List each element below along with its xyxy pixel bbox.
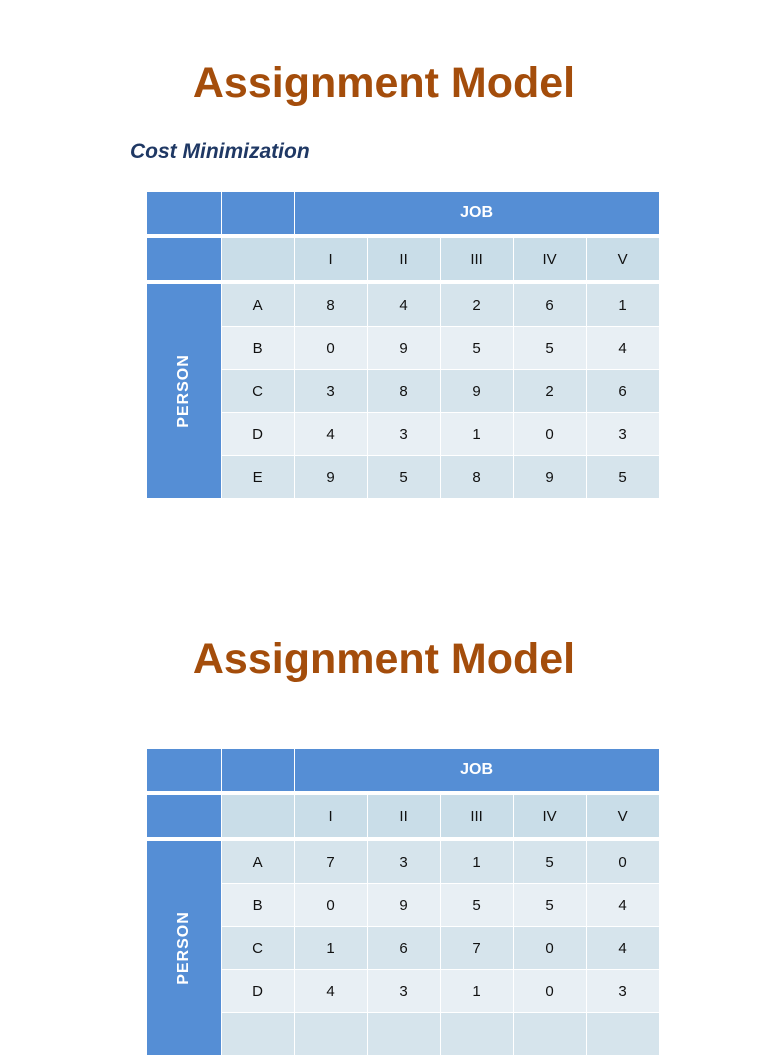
table-cell: 2 xyxy=(441,284,514,327)
column-header: II xyxy=(368,795,441,838)
column-header: III xyxy=(441,795,514,838)
job-header-row xyxy=(147,749,660,792)
corner-cell xyxy=(222,795,295,838)
table-cell: 8 xyxy=(368,370,441,413)
slide-subtitle: Cost Minimization xyxy=(130,140,310,163)
person-header xyxy=(147,284,222,499)
job-header-label: JOB xyxy=(460,204,494,221)
table-cell xyxy=(441,1013,514,1056)
table-cell: 4 xyxy=(368,284,441,327)
corner-cell xyxy=(222,749,295,792)
corner-cell xyxy=(222,192,295,235)
job-header xyxy=(295,192,660,235)
table-cell: 5 xyxy=(514,884,587,927)
job-header-row xyxy=(147,192,660,235)
table-cell: 0 xyxy=(295,327,368,370)
column-header: V xyxy=(587,795,660,838)
table-cell: 8 xyxy=(295,284,368,327)
column-header: V xyxy=(587,238,660,281)
table-cell: 3 xyxy=(368,841,441,884)
table-cell: 5 xyxy=(587,456,660,499)
table-row xyxy=(147,841,660,884)
table-cell: 5 xyxy=(368,456,441,499)
table-cell: 5 xyxy=(514,841,587,884)
person-header-label: PERSON xyxy=(174,354,192,428)
row-label: B xyxy=(222,884,295,927)
table-cell xyxy=(587,1013,660,1056)
column-header: I xyxy=(295,795,368,838)
table-cell: 5 xyxy=(441,327,514,370)
table-cell: 8 xyxy=(441,456,514,499)
row-label: A xyxy=(222,841,295,884)
table-cell: 9 xyxy=(368,884,441,927)
table-cell: 4 xyxy=(587,884,660,927)
row-label: C xyxy=(222,370,295,413)
table-cell: 9 xyxy=(441,370,514,413)
slide-2 xyxy=(0,590,768,1050)
table-cell: 6 xyxy=(368,927,441,970)
table-cell xyxy=(368,1013,441,1056)
table-cell: 1 xyxy=(587,284,660,327)
table-cell: 4 xyxy=(587,927,660,970)
table-cell: 2 xyxy=(514,370,587,413)
table-cell: 9 xyxy=(368,327,441,370)
table-row xyxy=(147,456,660,499)
row-label: B xyxy=(222,327,295,370)
slide-title: Assignment Model xyxy=(192,635,576,683)
person-header-label: PERSON xyxy=(174,911,192,985)
table-row xyxy=(147,884,660,927)
job-header-label: JOB xyxy=(460,761,494,778)
job-header xyxy=(295,749,660,792)
table-cell: 3 xyxy=(295,370,368,413)
table-cell: 1 xyxy=(441,841,514,884)
table-cell: 3 xyxy=(587,970,660,1013)
table-row xyxy=(147,1013,660,1056)
table-row xyxy=(147,284,660,327)
table-cell: 4 xyxy=(587,327,660,370)
corner-cell xyxy=(222,238,295,281)
table-cell: 9 xyxy=(514,456,587,499)
slide-title: Assignment Model xyxy=(192,59,576,107)
table-cell: 0 xyxy=(587,841,660,884)
corner-cell xyxy=(147,238,222,281)
table-row xyxy=(147,370,660,413)
table-cell: 1 xyxy=(295,927,368,970)
table-cell: 1 xyxy=(441,413,514,456)
table-cell: 0 xyxy=(514,927,587,970)
table-row xyxy=(147,927,660,970)
column-header-row xyxy=(147,795,660,838)
column-header: IV xyxy=(514,238,587,281)
table-cell: 5 xyxy=(441,884,514,927)
cost-matrix-table xyxy=(147,192,660,499)
table-cell: 9 xyxy=(295,456,368,499)
table-cell: 5 xyxy=(514,327,587,370)
cost-matrix-table xyxy=(147,749,660,1056)
table-cell: 0 xyxy=(514,413,587,456)
table-cell: 4 xyxy=(295,970,368,1013)
column-header-row xyxy=(147,238,660,281)
column-header: II xyxy=(368,238,441,281)
table-cell: 7 xyxy=(295,841,368,884)
table-cell: 6 xyxy=(587,370,660,413)
corner-cell xyxy=(147,749,222,792)
corner-cell xyxy=(147,192,222,235)
column-header: III xyxy=(441,238,514,281)
row-label: C xyxy=(222,927,295,970)
table-row xyxy=(147,413,660,456)
row-label: A xyxy=(222,284,295,327)
table-cell xyxy=(295,1013,368,1056)
table-cell: 0 xyxy=(514,970,587,1013)
row-label: E xyxy=(222,456,295,499)
table-cell: 4 xyxy=(295,413,368,456)
row-label: D xyxy=(222,413,295,456)
corner-cell xyxy=(147,795,222,838)
table-cell: 3 xyxy=(587,413,660,456)
column-header: IV xyxy=(514,795,587,838)
table-cell: 3 xyxy=(368,413,441,456)
table-cell: 0 xyxy=(295,884,368,927)
table-cell: 6 xyxy=(514,284,587,327)
table-cell: 1 xyxy=(441,970,514,1013)
column-header: I xyxy=(295,238,368,281)
table-row xyxy=(147,970,660,1013)
table-cell: 3 xyxy=(368,970,441,1013)
table-cell: 7 xyxy=(441,927,514,970)
row-label: D xyxy=(222,970,295,1013)
table-cell xyxy=(514,1013,587,1056)
table-row xyxy=(147,327,660,370)
row-label xyxy=(222,1013,295,1056)
